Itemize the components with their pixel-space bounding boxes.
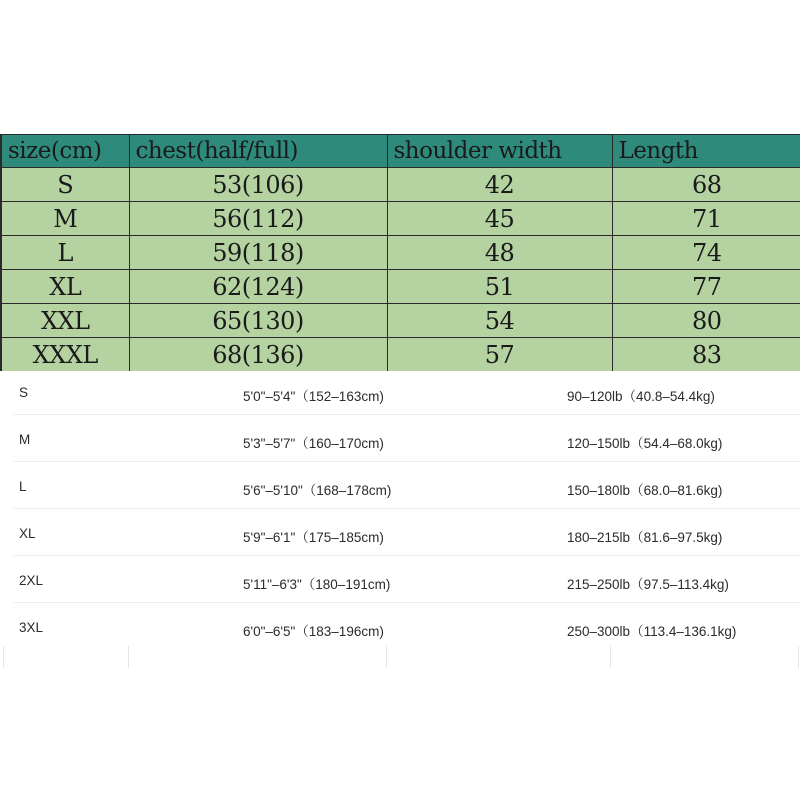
cell-size: S (1, 168, 129, 202)
hw-size: XL (19, 526, 36, 541)
cell-length: 68 (612, 168, 800, 202)
cell-size: XXXL (1, 338, 129, 372)
table-row (1, 202, 800, 236)
cell-size: L (1, 236, 129, 270)
hw-size: 2XL (19, 573, 44, 588)
hw-weight: 120–150lb（54.4–68.0kg) (567, 436, 723, 451)
hw-height: 5'11"–6'3"（180–191cm) (243, 577, 391, 592)
cell-length: 71 (612, 202, 800, 236)
list-item (0, 556, 800, 603)
cell-shoulder: 45 (387, 202, 612, 236)
header-size: size(cm) (1, 135, 129, 168)
hw-weight: 215–250lb（97.5–113.4kg) (567, 577, 729, 592)
hw-weight: 180–215lb（81.6–97.5kg) (567, 530, 723, 545)
table-row (1, 304, 800, 338)
cell-chest: 56(112) (129, 202, 387, 236)
column-divider (798, 646, 799, 668)
cell-size: XL (1, 270, 129, 304)
hw-height: 5'6"–5'10"（168–178cm) (243, 483, 392, 498)
table-row (1, 338, 800, 372)
column-divider (3, 646, 4, 668)
cell-chest: 53(106) (129, 168, 387, 202)
hw-height: 5'0"–5'4"（152–163cm) (243, 389, 384, 404)
cell-shoulder: 54 (387, 304, 612, 338)
cell-length: 77 (612, 270, 800, 304)
height-weight-list (0, 368, 800, 668)
hw-size: S (19, 385, 29, 400)
list-item (0, 603, 800, 650)
list-item (0, 509, 800, 556)
cell-length: 83 (612, 338, 800, 372)
column-divider (610, 646, 611, 668)
cell-length: 80 (612, 304, 800, 338)
hw-size: 3XL (19, 620, 44, 635)
hw-size: L (19, 479, 27, 494)
header-chest: chest(half/full) (129, 135, 387, 168)
header-length: Length (612, 135, 800, 168)
cell-shoulder: 42 (387, 168, 612, 202)
cell-size: M (1, 202, 129, 236)
table-row (1, 236, 800, 270)
size-chart-table (0, 134, 800, 371)
column-divider (386, 646, 387, 668)
list-item (0, 415, 800, 462)
cell-chest: 68(136) (129, 338, 387, 372)
cell-chest: 65(130) (129, 304, 387, 338)
cell-shoulder: 48 (387, 236, 612, 270)
cell-shoulder: 57 (387, 338, 612, 372)
hw-height: 5'9"–6'1"（175–185cm) (243, 530, 384, 545)
cell-chest: 62(124) (129, 270, 387, 304)
hw-height: 5'3"–5'7"（160–170cm) (243, 436, 384, 451)
size-chart-header-row (1, 135, 800, 168)
table-row (1, 270, 800, 304)
list-item (0, 368, 800, 415)
cell-size: XXL (1, 304, 129, 338)
hw-weight: 150–180lb（68.0–81.6kg) (567, 483, 723, 498)
cell-chest: 59(118) (129, 236, 387, 270)
hw-size: M (19, 432, 31, 447)
hw-weight: 250–300lb（113.4–136.1kg) (567, 624, 737, 639)
list-item (0, 462, 800, 509)
column-divider (128, 646, 129, 668)
cell-length: 74 (612, 236, 800, 270)
hw-weight: 90–120lb（40.8–54.4kg) (567, 389, 715, 404)
cell-shoulder: 51 (387, 270, 612, 304)
hw-height: 6'0"–6'5"（183–196cm) (243, 624, 384, 639)
header-shoulder-width: shoulder width (387, 135, 612, 168)
table-row (1, 168, 800, 202)
